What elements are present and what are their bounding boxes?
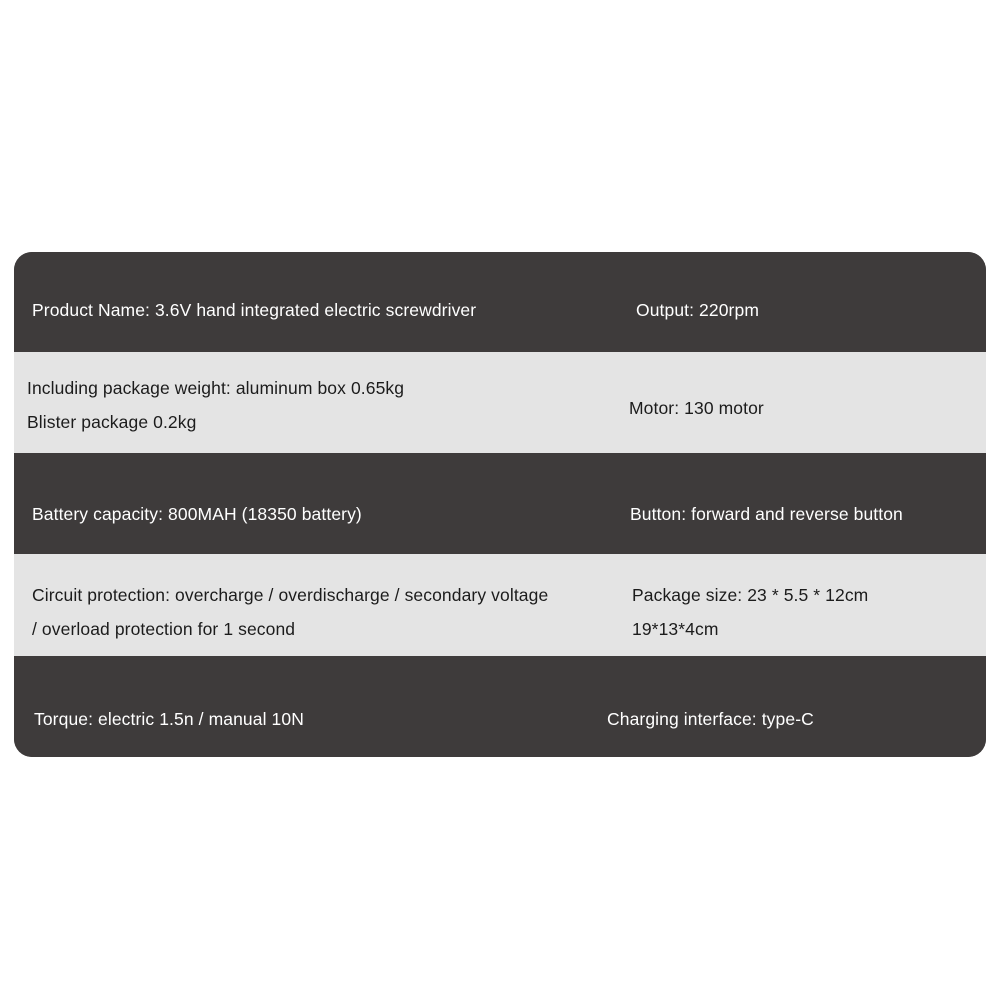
spec-charging-interface: Charging interface: type-C (607, 709, 814, 729)
spec-row-protection (14, 554, 986, 656)
spec-package-size (632, 578, 868, 646)
spec-line: Circuit protection: overcharge / overdischarge / secondary voltage (32, 585, 549, 605)
spec-line: Blister package 0.2kg (27, 412, 197, 432)
spec-button: Button: forward and reverse button (630, 504, 903, 524)
spec-line: / overload protection for 1 second (32, 619, 296, 639)
spec-row-torque (14, 656, 986, 757)
spec-line: Package size: 23 * 5.5 * 12cm (632, 585, 869, 605)
spec-row-weight (14, 352, 986, 453)
spec-torque: Torque: electric 1.5n / manual 10N (34, 709, 304, 729)
spec-row-product-name (14, 252, 986, 352)
spec-battery-capacity: Battery capacity: 800MAH (18350 battery) (32, 504, 362, 524)
spec-package-weight (27, 371, 404, 439)
spec-line: 19*13*4cm (632, 619, 719, 639)
spec-row-battery (14, 453, 986, 554)
spec-line: Including package weight: aluminum box 0.65kg (27, 378, 405, 398)
spec-motor: Motor: 130 motor (629, 398, 764, 418)
spec-output: Output: 220rpm (636, 300, 759, 320)
spec-table (14, 252, 986, 757)
spec-product-name: Product Name: 3.6V hand integrated electric screwdriver (32, 300, 477, 320)
spec-circuit-protection (32, 578, 548, 646)
